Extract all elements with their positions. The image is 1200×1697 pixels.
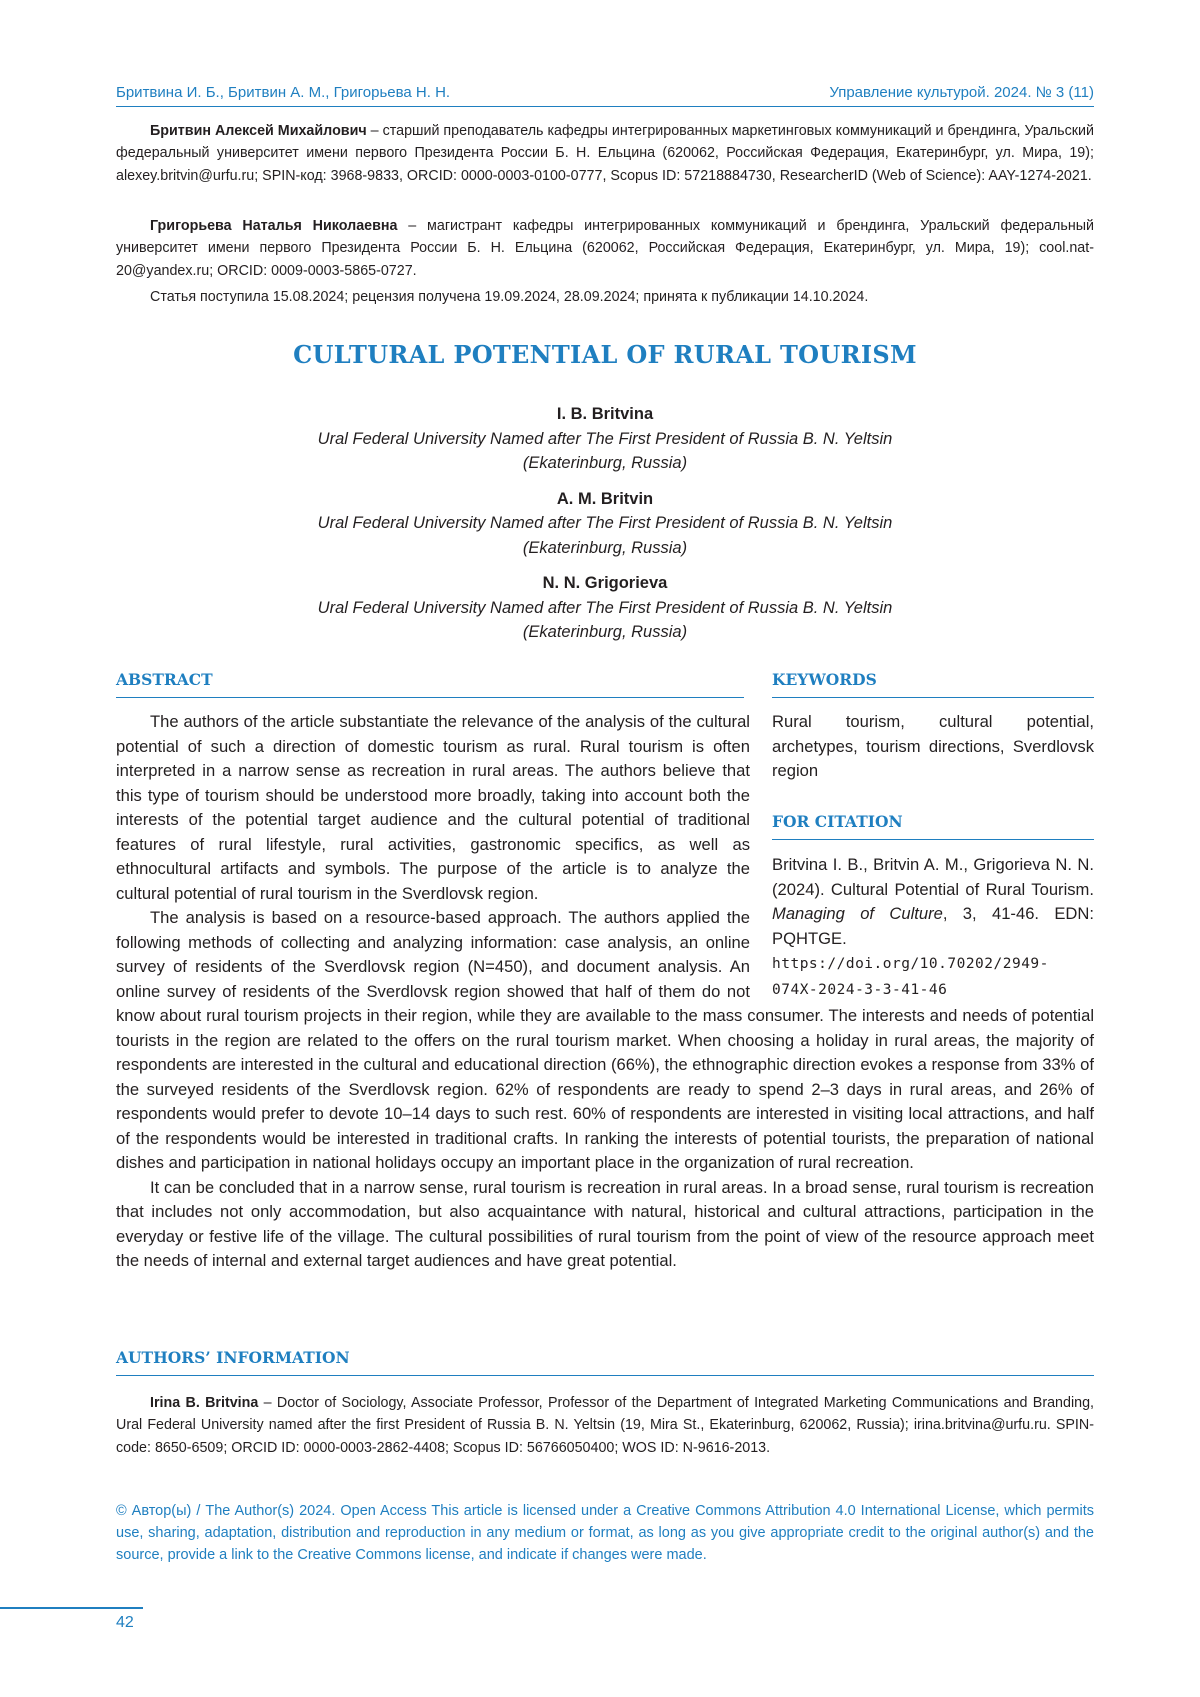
author-affiliation: Ural Federal University Named after The First President of Russia B. N. Yeltsin [317,429,893,448]
ru-author-1 [116,120,1094,187]
author-entry [116,487,1094,561]
authors-information-heading: AUTHORS’ INFORMATION [116,1348,350,1367]
author-location: (Ekaterinburg, Russia) [522,454,688,472]
author-affiliation: Ural Federal University Named after The First President of Russia B. N. Yeltsin [317,598,893,617]
authors-information-name: Irina B. Britvina [150,1395,259,1411]
keywords-rule [772,697,1094,698]
author-name: A. M. Britvin [556,489,654,508]
citation-journal: Managing of Culture [772,904,943,923]
abstract-paragraph-3: It can be concluded that in a narrow sense, rural tourism is recreation in rural areas. In a broad sense, rural tourism is recreation that includes not only accommodation, but also acquaintance with natural, historical and cultural attractions, participation in the everyday or festive life of the village. The cultural possibilities of rural tourism from the point of view of the resource approach meet the needs of internal and external target audiences and have great potential. [116,1177,1094,1270]
running-head-authors: Бритвина И. Б., Бритвин А. М., Григорьева Н. Н. [116,84,451,101]
citation-heading: FOR CITATION [772,812,903,831]
abstract-rule [116,697,744,698]
author-location: (Ekaterinburg, Russia) [522,623,688,641]
abstract-paragraph-2: The analysis is based on a resource-based approach. The authors applied the following methods of collecting and analyzing information: case analysis, an online survey of residents of the Sverdlovsk region (N=450), and document analysis. An online survey of residents of the Sverdlovsk region showed that half of them do not know about rural tourism projects in their region, while they are available to the mass consumer. The interests and needs of potential tourists in the region are related to the offers on the rural tourism market. When choosing a holiday in rural areas, the majority of respondents are interested in the cultural and educational direction (66%), the ethnographic direction evokes a response from 33% of the surveyed residents of the Sverdlovsk region. 62% of respondents are ready to spend 2–3 days in rural areas, and 26% of respondents would prefer to devote 10–14 days to such rest. 60% of respondents are interested in visiting local attractions, and half of the respondents would be interested in traditional crafts. In ranking the interests of potential tourists, the preparation of national dishes and participation in national holidays occupy an important place in the organization of rural recreation. [116,908,1094,1172]
author-entry [116,571,1094,645]
running-head-journal: Управление культурой. 2024. № 3 (11) [829,84,1094,101]
authors-information-rule [116,1375,1094,1376]
citation-prefix: Britvina I. B., Britvin A. M., Grigorieva N. N. (2024). Cultural Potential of Rural Tourism. [772,855,1094,899]
author-name: N. N. Grigorieva [542,574,668,592]
ru-author-1-name: Бритвин Алексей Михайлович [150,123,367,139]
author-name: I. B. Britvina [556,405,654,423]
author-affiliation: Ural Federal University Named after The First President of Russia B. N. Yeltsin [317,514,893,532]
article-title: CULTURAL POTENTIAL OF RURAL TOURISM [293,340,917,369]
abstract-heading: ABSTRACT [116,670,213,689]
citation-suffix: , 3, 41-46. EDN: PQHTGE. [772,904,1094,948]
citation-doi-link[interactable]: https://doi.org/10.70202/2949-074X-2024-3-3-41-46 [772,956,1049,998]
ru-author-2-text: – магистрант кафедры интегрированных коммуникаций и брендинга, Уральский федеральный университет имени первого Президента России Б. Н. Ельцина (620062, Российская Федерация, Екатеринбург, ул. Мира, 19); cool.nat-20@yandex.ru; ORCID: 0009-0003-5865-0727. [116,218,1095,279]
authors-information-body [116,1392,1094,1459]
page-number: 42 [116,1614,134,1631]
keywords-text: Rural tourism, cultural potential, archetypes, tourism directions, Sverdlovsk region [772,712,1094,780]
author-entry [116,402,1094,476]
running-head [116,84,1094,101]
authors-list [116,402,1094,656]
keywords-heading: KEYWORDS [772,670,877,689]
license-notice: © Автор(ы) / The Author(s) 2024. Open Access This article is licensed under a Creative Commons Attribution 4.0 International License, which permits use, sharing, adaptation, distribution and reproduction in any medium or format, as long as you give appropriate credit to the original author(s) and the source, provide a link to the Creative Commons license, and indicate if changes were made. [116,1503,1094,1563]
citation-text [772,853,1094,1002]
ru-author-2-name: Григорьева Наталья Николаевна [150,218,398,234]
running-head-rule [116,106,1094,107]
ru-author-2 [116,215,1094,282]
footer-rule [0,1607,143,1609]
article-dates: Статья поступила 15.08.2024; рецензия получена 19.09.2024, 28.09.2024; принята к публикации 14.10.2024. [150,289,869,305]
citation-rule [772,839,1094,840]
author-location: (Ekaterinburg, Russia) [522,538,688,557]
abstract-paragraph-1: The authors of the article substantiate the relevance of the analysis of the cultural potential of such a direction of domestic tourism as rural. Rural tourism is often interpreted in a narrow sense as recreation in rural areas. The authors believe that this type of tourism should be understood more broadly, taking into account both the interests of the potential target audience and the cultural potential of traditional features of rural lifestyle, rural activities, gastronomic specifics, as well as ethnocultural artifacts and symbols. The purpose of the article is to analyze the cultural potential of rural tourism in the Sverdlovsk region. [116,712,750,903]
ru-author-1-text: – старший преподаватель кафедры интегрированных маркетинговых коммуникаций и брендинга, Уральский федеральный университет имени первого Президента России Б. Н. Ельцина (620062, Российская Федерация, Екатеринбург, ул. Мира, 19); alexey.britvin@urfu.ru; SPIN-код: 3968-9833, ORCID: 0000-0003-0100-0777, Scopus ID: 57218884730, ResearcherID (Web of Science): AAY-1274-2021. [116,123,1094,184]
authors-information-text: – Doctor of Sociology, Associate Professor, Professor of the Department of Integrated Marketing Communications and Branding, Ural Federal University named after the first President of Russia B. N. Yeltsin (19, Mira St., Ekaterinburg, 620062, Russia); irina.britvina@urfu.ru. SPIN-code: 8650-6509; ORCID ID: 0000-0003-2862-4408; Scopus ID: 56766050400; WOS ID: N-9616-2013. [116,1395,1094,1456]
